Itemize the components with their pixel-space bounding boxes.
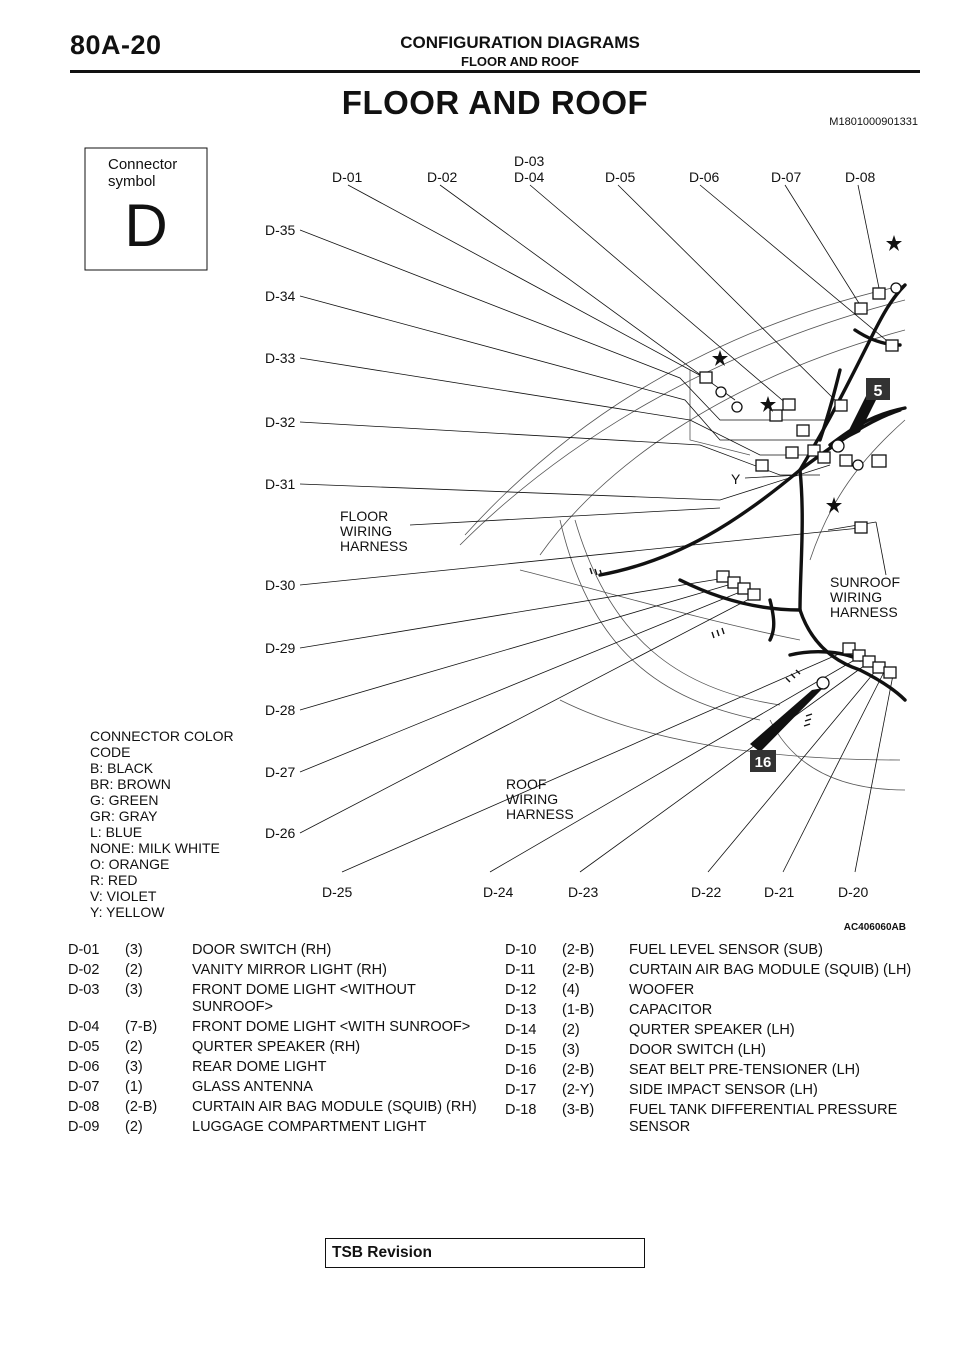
connector-name: SEAT BELT PRE-TENSIONER (LH): [629, 1062, 860, 1078]
color-code-line-3: B: BLACK: [90, 760, 154, 776]
label-d-08: D-08: [845, 169, 876, 185]
connector-name: CURTAIN AIR BAG MODULE (SQUIB) (RH): [192, 1099, 477, 1115]
connector-code: (2): [125, 962, 143, 978]
floor-harness-label-3: HARNESS: [340, 538, 408, 554]
floor-harness-label-2: WIRING: [340, 523, 393, 539]
label-d-23: D-23: [568, 884, 599, 900]
connector-row: [68, 1099, 492, 1116]
label-d-04: D-04: [514, 169, 545, 185]
label-d-29: D-29: [265, 640, 296, 656]
label-d-24: D-24: [483, 884, 514, 900]
label-d-02: D-02: [427, 169, 458, 185]
connector-name: FUEL TANK DIFFERENTIAL PRESSURE SENSOR: [629, 1102, 898, 1135]
connector-name: VANITY MIRROR LIGHT (RH): [192, 962, 387, 978]
figure-id: AC406060AB: [843, 922, 906, 933]
connector-name: DOOR SWITCH (RH): [192, 942, 332, 958]
connector-row: [505, 982, 929, 999]
connector-id: D-15: [505, 1042, 537, 1058]
label-d-31: D-31: [265, 476, 296, 492]
connector-name: QURTER SPEAKER (RH): [192, 1039, 361, 1055]
label-d-26: D-26: [265, 825, 296, 841]
connector-id: D-01: [68, 942, 100, 958]
roof-harness-label-2: WIRING: [506, 791, 559, 807]
label-d-30: D-30: [265, 577, 296, 593]
color-code-line-9: O: ORANGE: [90, 856, 170, 872]
label-d-27: D-27: [265, 764, 296, 780]
connector-name: DOOR SWITCH (LH): [629, 1042, 766, 1058]
connector-name: FUEL LEVEL SENSOR (SUB): [629, 942, 823, 958]
harness-routes: [600, 285, 905, 700]
connector-row: [505, 962, 929, 979]
connector-symbol-letter: D: [124, 192, 168, 259]
connector-symbol-label-2: symbol: [108, 173, 156, 190]
color-code-line-5: G: GREEN: [90, 792, 159, 808]
sunroof-harness-label-1: SUNROOF: [830, 574, 900, 590]
connector-id: D-08: [68, 1099, 100, 1115]
label-d-32: D-32: [265, 414, 296, 430]
connector-name: REAR DOME LIGHT: [192, 1059, 327, 1075]
connector-code: (3): [125, 982, 143, 998]
connector-name: SIDE IMPACT SENSOR (LH): [629, 1082, 818, 1098]
connector-id: D-14: [505, 1022, 537, 1038]
connector-code: (2-B): [562, 942, 595, 958]
connector-id: D-13: [505, 1002, 537, 1018]
label-d-05: D-05: [605, 169, 636, 185]
connector-row: [68, 962, 492, 979]
connector-name: QURTER SPEAKER (LH): [629, 1022, 795, 1038]
callout-label-5: 5: [873, 383, 883, 400]
connector-code: (2): [125, 1039, 143, 1055]
color-code-line-2: CODE: [90, 744, 131, 760]
connector-row: [68, 942, 492, 959]
page-number: 80A-20: [70, 30, 162, 60]
connector-id: D-07: [68, 1079, 100, 1095]
connector-name: CURTAIN AIR BAG MODULE (SQUIB) (LH): [629, 962, 912, 978]
connector-code: (2-Y): [562, 1082, 595, 1098]
connector-code: (2-B): [562, 1062, 595, 1078]
connector-code: (4): [562, 982, 580, 998]
connector-id: D-05: [68, 1039, 100, 1055]
connector-code: (2): [125, 1119, 143, 1135]
connector-name: FRONT DOME LIGHT <WITH SUNROOF>: [192, 1019, 471, 1035]
label-d-34: D-34: [265, 288, 296, 304]
connector-row: [505, 942, 929, 959]
connector-row: [505, 1062, 929, 1079]
label-d-35: D-35: [265, 222, 296, 238]
label-d-33: D-33: [265, 350, 296, 366]
connector-id: D-02: [68, 962, 100, 978]
connector-code: (2-B): [125, 1099, 158, 1115]
connector-code: (3): [562, 1042, 580, 1058]
star-markers: [712, 235, 902, 513]
connector-id: D-16: [505, 1062, 537, 1078]
connector-row: [505, 1082, 929, 1099]
page-title: FLOOR AND ROOF: [341, 84, 649, 121]
label-d-28: D-28: [265, 702, 296, 718]
color-code-line-10: R: RED: [90, 872, 138, 888]
connector-id: D-11: [505, 962, 536, 978]
subsection-title: FLOOR AND ROOF: [461, 54, 579, 69]
connector-code: (7-B): [125, 1019, 158, 1035]
connector-list-left: [68, 942, 492, 1139]
floor-harness-label-1: FLOOR: [340, 508, 389, 524]
section-title: CONFIGURATION DIAGRAMS: [400, 33, 640, 52]
connector-id: D-03: [68, 982, 100, 998]
connector-row: [505, 1022, 929, 1039]
roof-harness-label-1: ROOF: [506, 776, 547, 792]
label-d-03: D-03: [514, 153, 545, 169]
color-code-line-4: BR: BROWN: [90, 776, 171, 792]
connector-row: [505, 1002, 929, 1019]
connector-row: [68, 1019, 492, 1036]
sunroof-harness-label-3: HARNESS: [830, 604, 898, 620]
roof-harness-label-3: HARNESS: [506, 806, 574, 822]
connector-row: [68, 982, 492, 1016]
connector-id: D-04: [68, 1019, 100, 1035]
vehicle-outline: [460, 285, 905, 790]
connector-code: (3): [125, 1059, 143, 1075]
connector-list-right: [505, 942, 929, 1139]
color-code-line-6: GR: GRAY: [90, 808, 158, 824]
label-d-07: D-07: [771, 169, 802, 185]
label-d-01: D-01: [332, 169, 363, 185]
connector-code: (3-B): [562, 1102, 595, 1118]
connector-code: (3): [125, 942, 143, 958]
callout-label-16: 16: [754, 754, 772, 771]
connector-code: (1): [125, 1079, 143, 1095]
label-d-25: D-25: [322, 884, 353, 900]
connector-name: GLASS ANTENNA: [192, 1079, 313, 1095]
connector-row: [68, 1039, 492, 1056]
connector-code: (1-B): [562, 1002, 595, 1018]
connector-symbol-label-1: Connector: [108, 156, 178, 173]
connector-id: D-09: [68, 1119, 100, 1135]
color-code-line-12: Y: YELLOW: [90, 904, 165, 920]
label-d-06: D-06: [689, 169, 720, 185]
label-d-20: D-20: [838, 884, 869, 900]
connector-code: (2): [562, 1022, 580, 1038]
connector-id: D-12: [505, 982, 537, 998]
connector-name: WOOFER: [629, 982, 695, 998]
connector-name: LUGGAGE COMPARTMENT LIGHT: [192, 1119, 427, 1135]
wire-hatches: [590, 568, 812, 726]
tsb-revision-label: TSB Revision: [332, 1244, 432, 1261]
document-id: M1801000901331: [829, 116, 918, 128]
color-code-line-7: L: BLUE: [90, 824, 143, 840]
connector-name: CAPACITOR: [629, 1002, 713, 1018]
tsb-revision-box: [325, 1238, 645, 1268]
connector-row: [505, 1102, 929, 1136]
color-code-line-8: NONE: MILK WHITE: [90, 840, 220, 856]
connector-row: [68, 1119, 492, 1136]
connector-row: [505, 1042, 929, 1059]
connector-id: D-06: [68, 1059, 100, 1075]
connector-code: (2-B): [562, 962, 595, 978]
y-marker-label: Y: [731, 471, 741, 487]
sunroof-harness-label-2: WIRING: [830, 589, 883, 605]
connector-row: [68, 1059, 492, 1076]
connector-id: D-18: [505, 1102, 537, 1118]
color-code-line-1: CONNECTOR COLOR: [90, 728, 234, 744]
connector-id: D-17: [505, 1082, 537, 1098]
connector-name: FRONT DOME LIGHT <WITHOUT SUNROOF>: [192, 982, 416, 1015]
connector-id: D-10: [505, 942, 537, 958]
label-d-22: D-22: [691, 884, 722, 900]
label-d-21: D-21: [764, 884, 795, 900]
color-code-line-11: V: VIOLET: [90, 888, 157, 904]
connector-row: [68, 1079, 492, 1096]
